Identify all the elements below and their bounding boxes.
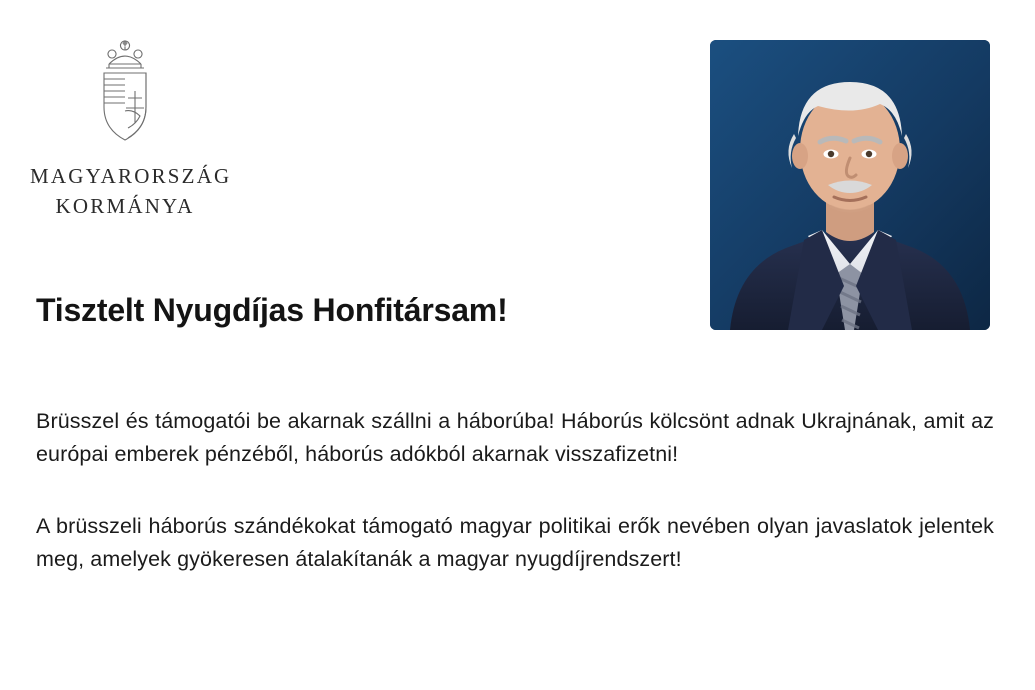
hungary-coat-of-arms-icon <box>30 36 220 149</box>
logo-line-1: MAGYARORSZÁG <box>30 164 232 188</box>
paragraph-2: A brüsszeli háborús szándékokat támogató magyar politikai erők nevében olyan javaslatok jelentek meg, amelyek gyökeresen átalakítanák a magyar nyugdíjrendszert! <box>36 513 994 571</box>
government-logo-text <box>30 161 232 222</box>
portrait-photo <box>710 40 990 330</box>
logo-line-2: KORMÁNYA <box>55 194 195 219</box>
government-logo <box>30 36 232 222</box>
page-title: Tisztelt Nyugdíjas Honfitársam! <box>36 292 508 328</box>
body-text <box>36 405 994 576</box>
paragraph-1: Brüsszel és támogatói be akarnak szállni a háborúba! Háborús kölcsönt adnak Ukrajnának, amit az európai emberek pénzéből, háborús adókból akarnak visszafizetni! <box>36 409 994 467</box>
